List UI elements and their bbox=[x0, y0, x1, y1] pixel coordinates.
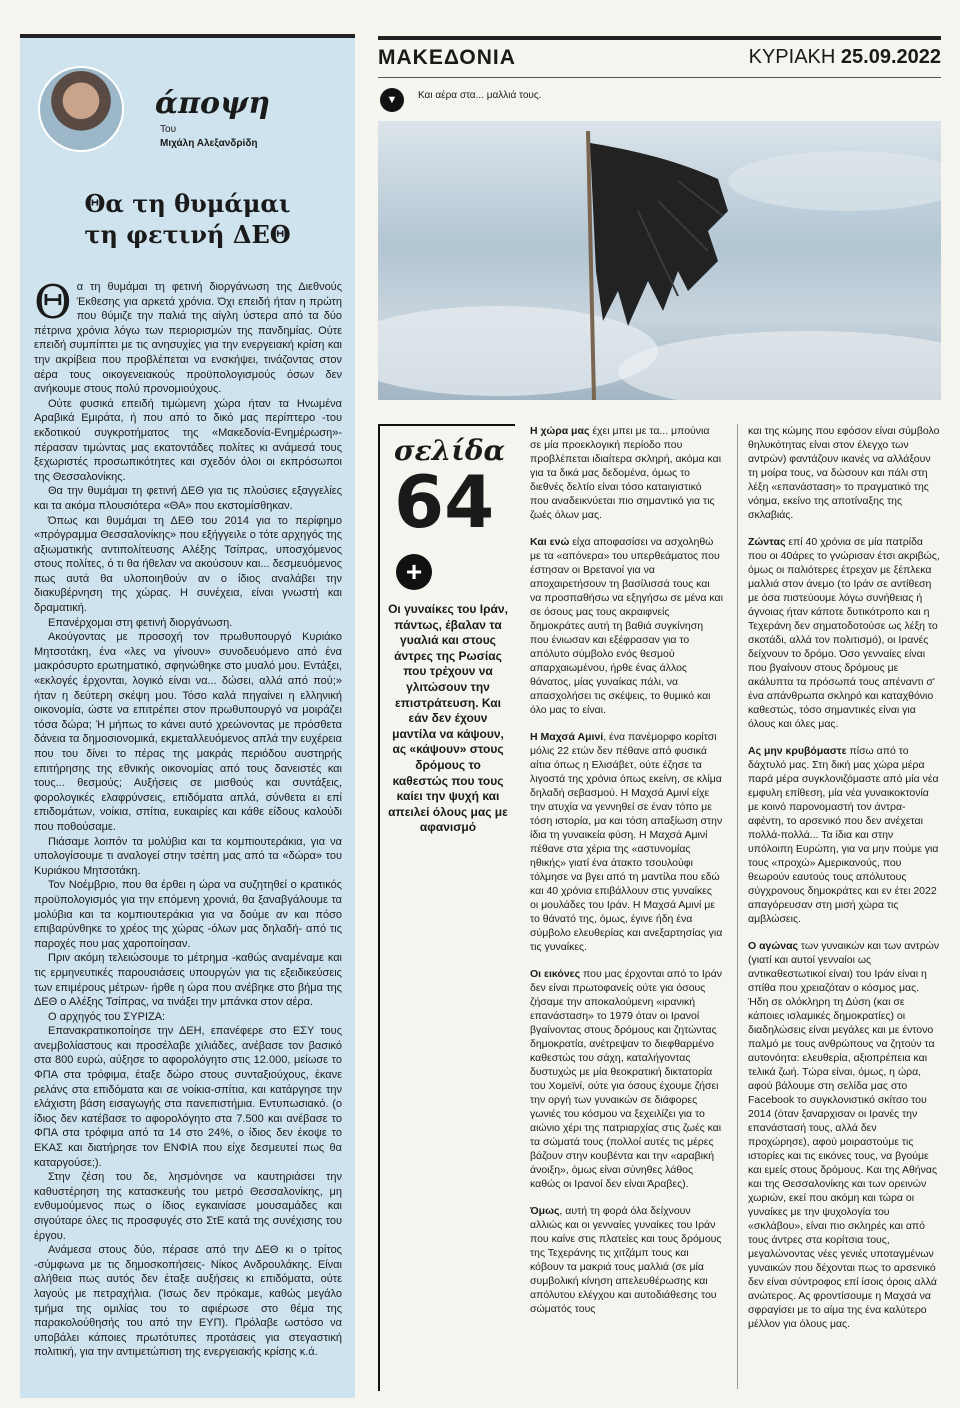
body-paragraph bbox=[34, 1170, 342, 1243]
article-paragraph bbox=[748, 424, 941, 522]
body-paragraph bbox=[34, 1243, 342, 1360]
issue-date bbox=[749, 46, 941, 69]
headline-line: τη φετινή ΔΕΘ bbox=[84, 220, 291, 249]
paragraph-text: Θα την θυμάμαι τη φετινή ΔΕΘ για τις πλούσιες εξαγγελίες και τα ακόμα πλουσιότερα «ΘΑ» που εκστομίσθηκαν. bbox=[34, 485, 342, 512]
paragraph-text: είχα αποφασίσει να ασχοληθώ με τα «απόνερα» του υπερθεάματος που έστησαν οι Βρετανοί για να αποχαιρετήσουν τη βασίλισσά τους και να προσπαθήσω να εξηγήσω σε μένα και σε όσους μας τους ακραιφνείς δημοκράτες αυτή τη βαθιά συγκίνηση που ένιωσαν και εξέφρασαν για το απόλυτο σύμβολο ενός θεσμού απαρχαιωμένου, ήρθε ένας άλλος θάνατος, μίας γυναίκας πάλι, να απασχολήσει τις σκέψεις, το θυμικό και όλο μας το είναι. bbox=[530, 536, 723, 716]
article-paragraph bbox=[530, 424, 723, 522]
flag-shape bbox=[590, 143, 728, 326]
paragraph-lead: Ο αγώνας bbox=[748, 940, 799, 952]
paragraph-text: που μας έρχονται από το Ιράν δεν είναι πρωτοφανείς ούτε για όσους ζήσαμε την αποκαλούμενη «ιρανική επανάσταση» το 1979 όταν οι Ιρανοί βγαίνοντας στους δρόμους και ζητώντας δημοκρατία, ανέτρεψαν το διεφθαρμένο καθεστώς του σάχη, καταλήγοντας δυστυχώς με μία θεοκρατική δικτατορία του Χομεϊνί, ούτε για όσους έχουμε ζήσει την οργή των γυναικών σε διάφορες γωνιές του κόσμου να ξεχειλίζει για το αιώνιο χέρι της πατριαρχίας στις ζωές και τα σώματά τους (πολλοί αυτές τις μέρες βάζουν στην κουβέντα και την «αραβική άνοιξη», όμως είναι σύνηθες λάθος καθώς οι Ιρανοί δεν είναι Άραβες). bbox=[530, 968, 723, 1190]
body-paragraph bbox=[34, 1024, 342, 1170]
author-name: Μιχάλη Αλεξανδρίδη bbox=[160, 138, 258, 149]
paragraph-text: πίσω από το δάχτυλό μας. Στη δική μας χώρα μέρα παρά μέρα συγκλονιζόμαστε από μία νέα εμφυλη επίθεση, μία νέα γυναικοκτονία με κοινό παρονομαστή τον άντρα-αφέντη, το αρσενικό που δεν ανέχεται πολλά-πολλά... Τα ίδια και στην υπόλοιπη Ευρώπη, για να μην πούμε για τους «προχώ» Αμερικανούς, που θεωρούν εαυτούς τους απόλυτους σύγχρονους δημοκράτες και εν έτει 2022 απαγόρευσαν στη μισή χώρα τις αμβλώσεις. bbox=[748, 745, 939, 925]
masthead bbox=[378, 36, 941, 78]
paragraph-text: Ακούγοντας με προσοχή τον πρωθυπουργό Κυριάκο Μητσοτάκη, ένα «λες να γίνουν» συνοδευόμενο από ένα μακρόσυρτο ερωτηματικό, σφηνώθηκε στο μυαλό μου. Εντάξει, «εκλογές έρχονται, λογικό είναι να... δώσει, αλλά από πού;» ήταν η δεύτερη σκέψη μου. Τόσο καλά πηγαίνει η ελληνική οικονομία, ώστε να επιτρέπει στον πρωθυπουργό να μοιράζει τόσα δώρα; Ή μήπως το κάνει αυτό χρεώνοντας με πρόσθετα δάνεια τα δημοσιονομικά, εκμεταλλευόμενος απλά την ευχέρεια που του δίνει το πέρας της μακράς περιόδου αυστηρής επιτήρησης της εθνικής οικονομίας από τους δανειστές και τους... θεσμούς; Αυξήσεις σε μισθούς και συντάξεις, φορολογικές ελαφρύνσεις, επιδόματα απλά, σύνθετα ει επί επιδομάτων, νοίκια, σπίτια, ευκαιρίες και κάθε είδους καλούδι που ποθούσαμε. bbox=[34, 631, 342, 833]
issue-date-value: 25.09.2022 bbox=[840, 46, 941, 68]
column-divider bbox=[737, 424, 738, 1389]
paragraph-text: Επανέρχομαι στη φετινή διοργάνωση. bbox=[48, 616, 233, 629]
article-paragraph bbox=[748, 535, 941, 731]
section-title: άποψη bbox=[155, 86, 271, 121]
caption-arrow-icon: ▼ bbox=[380, 88, 404, 112]
article-paragraph bbox=[530, 730, 723, 954]
paragraph-text: επί 40 χρόνια σε μία πατρίδα που οι 40άρες το γνώρισαν έτσι ακριβώς, όμως οι παλιότερες έτρεχαν με ξέπλεκα μαλλιά στον άνεμο (το Ιράν σε αντίθεση με όσα πιστεύουμε λόγω συνήθειας ή άγνοιας ήταν κάποτε δυτικότροπο και η Τεχεράνη δεν σηματοδοτούσε ως λέξη το σκοτάδι, αλλά τον πολιτισμό), οι Ιρανές δείχνουν το δρόμο. Όσο γενναίες είναι που βγαίνουν στους δρόμους με ακάλυπτα τα πρόσωπά τους απέναντι σ' ένα απάνθρωπα σκληρό και καταχθόνιο καθεστώς, τόσο σημαντικές είναι για όλους και όλες μας. bbox=[748, 536, 940, 730]
paragraph-text: , ένα πανέμορφο κορίτσι μόλις 22 ετών δεν πέθανε από φυσικά αίτια όπως η Ελισάβετ, ούτε έζησε τα λιγοστά της χρόνια όπως εκείνη, σε κλίμα δηλαδή σεβασμού. Η Μαχσά Αμινί είχε την ατυχία να γεννηθεί σε έναν τόπο με τόση ιστορία, μα και τόση απαξίωση στην ίδια τη γυναικεία φύση. Η Μαχσά Αμινί πέθανε στα χέρια της «αστυνομίας ηθικής» γιατί ένα άτακτο τσουλούφι τόλμησε να βγει από τη μαντίλα που εδώ και 40 χρόνια επιβάλλουν στις γυναίκες οι μουλάδες του Ιράν. Η Μαχσά Αμινί με το θάνατό της, όμως, έγινε ήδη ένα σύμβολο ελευθερίας και ανεξαρτησίας για τις γυναίκες. bbox=[530, 731, 723, 953]
article-paragraph bbox=[530, 1204, 723, 1316]
paragraph-text: Ο αρχηγός του ΣΥΡΙΖΑ: bbox=[48, 1010, 166, 1023]
paragraph-lead: Όμως bbox=[530, 1205, 560, 1217]
flag-photo bbox=[378, 121, 941, 400]
article-column-1 bbox=[530, 424, 723, 1329]
paragraph-lead: Η χώρα μας bbox=[530, 425, 590, 437]
paragraph-text: Πιάσαμε λοιπόν τα μολύβια και τα κομπιουτεράκια, για να υπολογίσουμε τι αναλογεί στην τσέπη μας από τα «δώρα» του Κυριάκου Μητσοτάκη. bbox=[34, 835, 342, 877]
paragraph-text: , αυτή τη φορά όλα δείχνουν αλλιώς και οι γενναίες γυναίκες του Ιράν που καίνε στις πλατείες και τους δρόμους της Τεχεράνης τις χιτζάμπ τους και κόβουν τα μακριά τους μαλλιά (σε μία συμβολική κίνηση απελευθέρωσης και απόλυτου ελέγχου και αυτοδιάθεσης του σώματός τους bbox=[530, 1205, 722, 1315]
article-paragraph bbox=[530, 967, 723, 1191]
drop-cap: Θ bbox=[34, 275, 72, 329]
paragraph-text: Όπως και θυμάμαι τη ΔΕΘ του 2014 για το περίφημο «πρόγραμμα Θεσσαλονίκης» που εξήγγειλε ο τότε αρχηγός της αξιωματικής αντιπολίτευσης Αλέξης Τσίπρας, υποσχόμενος στους πολίτες, ό τι θα ήθελαν να ακούσουν και... δεσμευόμενος πως αυτά θα υλοποιηθούν αν ο ίδιος αναλάβει την διακυβέρνηση της χώρας. Η συνέχεια, είναι γνωστή και δραματική. bbox=[34, 514, 342, 615]
body-paragraph bbox=[34, 616, 342, 631]
paragraph-text: Ούτε φυσικά επειδή τιμώμενη χώρα ήταν τα Ηνωμένα Αραβικά Εμιράτα, ή που από το δικό μας περίπτερο -του εκδοτικού συγκροτήματος της «Μακεδονία-Ενημέρωση»- πέρασαν τιμώντας μας εκατοντάδες πολίτες κι ανάμεσά τους ξεχωριστές προσωπικότητες και σχεδόν όλοι οι εκπρόσωποι της Θεσσαλονίκης. bbox=[34, 397, 342, 483]
article-paragraph bbox=[530, 535, 723, 717]
body-paragraph bbox=[34, 397, 342, 485]
newspaper-name: ΜΑΚΕΔΟΝΙΑ bbox=[378, 46, 516, 69]
body-paragraph bbox=[34, 1010, 342, 1025]
opinion-body bbox=[34, 275, 342, 1360]
photo-caption: Και αέρα στα... μαλλιά τους. bbox=[418, 90, 542, 101]
body-paragraph bbox=[34, 835, 342, 879]
issue-day: ΚΥΡΙΑΚΗ bbox=[748, 46, 836, 68]
article-paragraph bbox=[748, 744, 941, 926]
paragraph-text: έχει μπει με τα... μπούνια σε μία προεκλογική περίοδο που προβλέπεται ιδιαίτερα σκληρή, ακόμα και για τα δικά μας δεδομένα, όμως το διεθνές δελτίο είναι τόσο καταιγιστικό που αναδεικνύεται πιο σημαντικό για τις ζωές όλων μας. bbox=[530, 425, 722, 521]
body-paragraph bbox=[34, 484, 342, 513]
body-paragraph bbox=[34, 514, 342, 616]
paragraph-lead: Οι εικόνες bbox=[530, 968, 581, 980]
paragraph-text: α τη θυμάμαι τη φετινή διοργάνωση της Διεθνούς Έκθεσης για αρκετά χρόνια. Όχι επειδή ήταν η πρώτη που θύμιζε την παλιά της αίγλη ύστερα από τα δύο πέτρινα χρόνια λόγω των περιορισμών της πανδημίας. Ούτε επειδή συμπίπτει με τις ανησυχίες για την ενεργειακή κρίση και την ακρίβεια που προβλέπεται να ενσκήψει, τινάζοντας στον αέρα τους οικογενειακούς προϋπολογισμούς όσων δεν ανήκουμε στους πολύ προνομιούχους. bbox=[34, 281, 342, 396]
page-label: σελίδα bbox=[394, 434, 506, 467]
page-number: 64 bbox=[394, 460, 495, 544]
paragraph-text: Πριν ακόμη τελειώσουμε το μέτρημα -καθώς αναμέναμε και τις ερμηνευτικές παρουσιάσεις υπουργών για τις εξειδικεύσεις των επιμέρους μέτρων- ήρθε η ώρα που ανέβηκε στο βήμα της ΔΕΘ ο Αλέξης Τσίπρας, να τινάξει την μπάνκα στον αέρα. bbox=[34, 952, 342, 1009]
paragraph-text: Ανάμεσα στους δύο, πέρασε από την ΔΕΘ κι ο τρίτος -σύμφωνα με τις δημοσκοπήσεις- Νίκος Ανδρουλάκης. Είναι αλήθεια πως αυτός δεν έταξε αυξήσεις κι επιδόματα, ούτε λαγούς με πετραχήλια. (Ίσως δεν πρόκαμε, καθώς μεγάλο τμήμα της ομιλίας του το αφιέρωσε στο θέμα της παρακολούθησής του από την ΕΥΠ). Πρόλαβε ωστόσο να υποβάλει κάποιες πρωτότυπες προτάσεις για στεγαστική πολιτική, για την αντιμετώπιση της ενεργειακής κρίσης κ.ά. bbox=[34, 1244, 342, 1359]
paragraph-lead: Ας μην κρυβόμαστε bbox=[748, 745, 847, 757]
paragraph-text: και της κώμης που εφόσον είναι σύμβολο θηλυκότητας είναι στον έλεγχο των αντρών) φαντάζουν ικανές να αλλάξουν τη μοίρα τους, να δώσουν και πάλι στη λέξη «επανάσταση» το πραγματικό της νόημα, εκείνο της αποτίναξης της σκλαβιάς. bbox=[748, 425, 940, 521]
paragraph-lead: Η Μαχσά Αμινί bbox=[530, 731, 604, 743]
paragraph-lead: Και ενώ bbox=[530, 536, 570, 548]
paragraph-text: των γυναικών και των αντρών (γιατί και αυτοί γενναίοι ως αντικαθεστωτικοί είναι) του Ιράν είναι η σπίθα που χρειαζόταν ο κόσμος μας. Ήδη σε ολόκληρη τη Δύση (και σε κάποιες ισλαμικές δημοκρατίες) οι διαδηλώσεις είναι μεγάλες και με έντονο παλμό με τους ανθρώπους να ζητούν τα αυτονόητα: ελευθερία, αξιοπρέπεια και τελικά ζωή. Τώρα είναι, όμως, η ώρα, αφού βάλουμε στη σελίδα μας στο Facebook το συγκλονιστικό σκίτσο του 2014 (όταν ξαναρχισαν οι Ιρανές την επανάστασή τους, αλλά δεν προχώρησε), αφού μοιραστούμε τις ιστορίες και τις εικόνες τους, να βγούμε και εμείς στους δρόμους. Και της Αθήνας και της Θεσσαλονίκης και των ορεινών χωριών, εκεί που ακόμη και τώρα οι γυναίκες με την ψυχολογία του «σκλάβου», είναι πιο σκληρές και από τους άντρες στα κορίτσια τους, μεγαλώνοντας νέες γενιές υποταγμένων γυναικών που δέχονται πως το αρσενικό δεν είναι σύντροφος επί ίσοις όροις αλλά ανώτερος. Ας φροντίσουμε η Μαχσά να σφραγίσει με το αίμα της ένα καλύτερο μέλλον για όλους μας. bbox=[748, 940, 940, 1330]
article-column-2 bbox=[748, 424, 941, 1344]
plus-icon: + bbox=[396, 554, 432, 590]
paragraph-text: Επανακρατικοποίησε την ΔΕΗ, επανέφερε στο ΕΣΥ τους ανεμβολίαστους και προσέλαβε χιλιάδες, ανέβασε τον βασικό στα 800 ευρώ, αύξησε το αφορολόγητο στις 12.000, μείωσε το ΦΠΑ στα τρόφιμα, έταξε δώρο στους συνταξιούχους, έκανε ρελάνς στα επιδόματα και σε νοίκια-σπίτια, και κατάργησε την ελάχιστη βάση εισαγωγής στα πανεπιστήμια. Εντυπωσιακό. (ο ίδιος δεν κατέβασε το αφορολόγητο στα 7.500 και ανέβασε το ΦΠΑ στα τρόφιμα από τα 14 στο 24%, ο ίδιος δεν έκοψε το ΕΚΑΣ και διατήρησε τον ΕΝΦΙΑ που είχε δεσμευτεί πως θα καταργούσε;). bbox=[34, 1025, 342, 1169]
sidebar-lead: Οι γυναίκες του Ιράν, πάντως, έβαλαν τα γυαλιά και στους άντρες της Ρωσίας που τρέχουν να γλιτώσουν την επιστράτευση. Και εάν δεν έχουν μαντίλα να κάψουν, ας «κάψουν» στους δρόμους το καθεστώς που τους καίει την ψυχή και απειλεί όλους μας με αφανισμό bbox=[388, 602, 508, 835]
headline-line: Θα τη θυμάμαι bbox=[84, 189, 291, 218]
body-paragraph bbox=[34, 951, 342, 1009]
paragraph-text: Στην ζέση του δε, λησμόνησε να καυτηριάσει την καθυστέρηση της κατασκευής του μετρό Θεσσαλονίκης, μη ενθυμούμενος πως ο ίδιος εγκαινίασε μουσαμάδες και σιγούταρε όλες τις προσφυγές στο ΣτΕ κατά της συνέχισης του έργου. bbox=[34, 1171, 342, 1242]
author-photo bbox=[38, 66, 124, 152]
paragraph-lead: Ζώντας bbox=[748, 536, 786, 548]
page-sidebar bbox=[378, 424, 515, 1391]
paragraph-text: Τον Νοέμβριο, που θα έρθει η ώρα να συζητηθεί ο κρατικός προϋπολογισμός για την επόμενη χρονιά, θα ξαναβγάλουμε τα μολύβια και τα κομπιουτεράκια για να δούμε αν και πόσο επιβαρύνθηκε το χρέος της χώρας -όλων μας δηλαδή- από τις παροχές που μας χαροποίησαν. bbox=[34, 879, 342, 950]
byline-prefix: Του bbox=[160, 124, 177, 135]
article-paragraph bbox=[748, 939, 941, 1331]
opinion-headline bbox=[20, 188, 355, 250]
opinion-column bbox=[20, 34, 355, 1398]
body-paragraph bbox=[34, 630, 342, 834]
body-paragraph bbox=[34, 275, 342, 397]
tattered-flag-image bbox=[378, 121, 941, 400]
body-paragraph bbox=[34, 878, 342, 951]
